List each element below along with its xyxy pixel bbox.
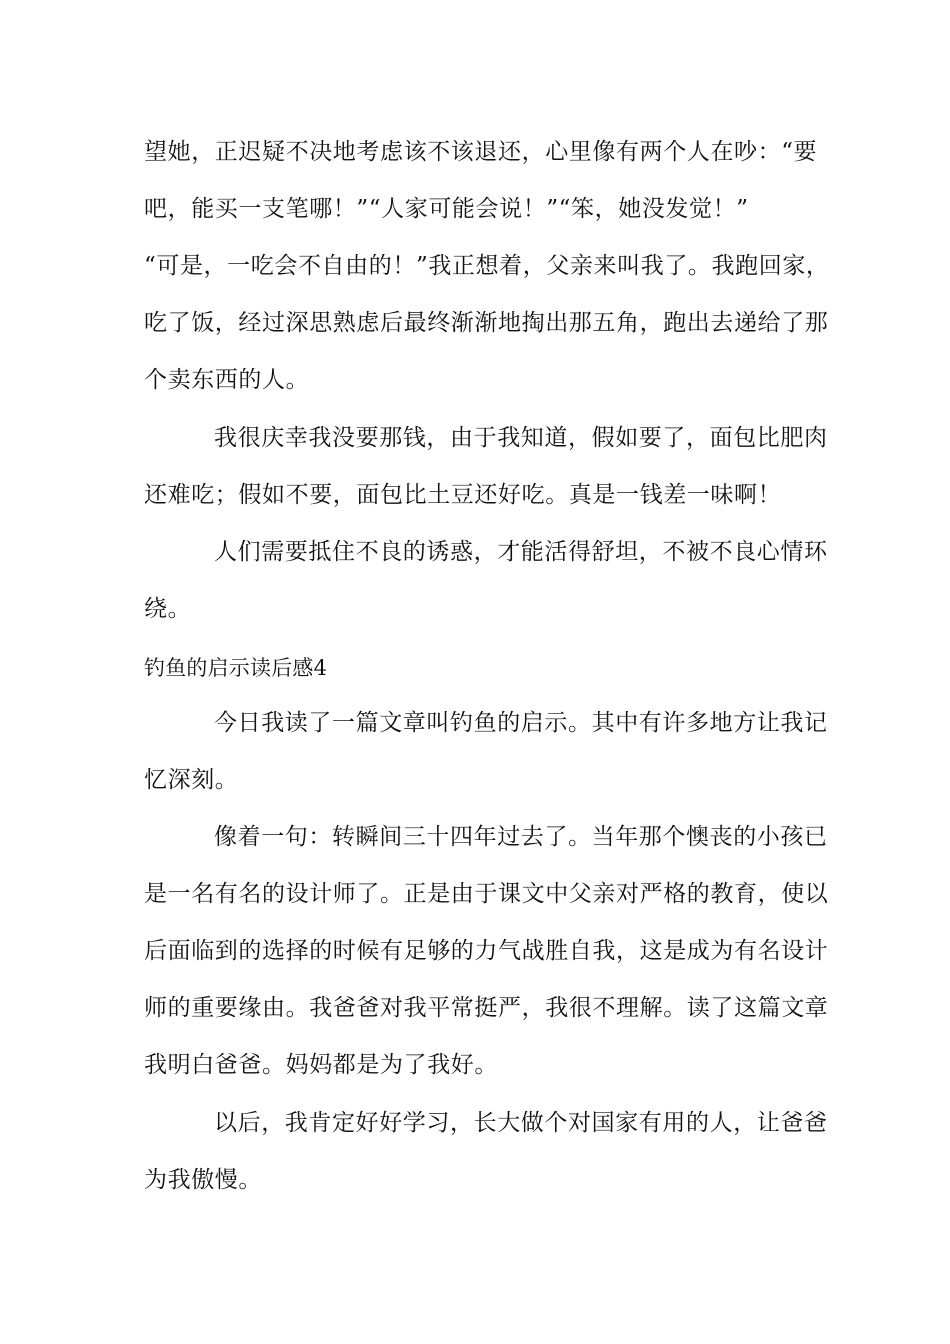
paragraph-line: 吧，能买一支笔哪！”“人家可能会说！”“笨，她没发觉！” [144, 196, 749, 222]
paragraph-line: 我很庆幸我没要那钱，由于我知道，假如要了，面包比肥肉 [214, 425, 828, 451]
paragraph-line: 今日我读了一篇文章叫钓鱼的启示。其中有许多地方让我记 [214, 710, 828, 736]
section-heading: 钓鱼的启示读后感4 [144, 656, 328, 680]
paragraph-line: 忆深刻。 [144, 767, 239, 793]
paragraph-line: 个卖东西的人。 [144, 367, 310, 393]
paragraph-line: 我明白爸爸。妈妈都是为了我好。 [144, 1052, 498, 1078]
paragraph-line: 后面临到的选择的时候有足够的力气战胜自我，这是成为有名设计 [144, 938, 829, 964]
paragraph-line: 吃了饭，经过深思熟虑后最终渐渐地掏出那五角，跑出去递给了那 [144, 310, 829, 336]
paragraph-line: 望她，正迟疑不决地考虑该不该退还，心里像有两个人在吵：“要 [144, 139, 818, 165]
paragraph-line: 以后，我肯定好好学习，长大做个对国家有用的人，让爸爸 [214, 1110, 828, 1136]
paragraph-line: 像着一句：转瞬间三十四年过去了。当年那个懊丧的小孩已 [214, 824, 828, 850]
paragraph-line: 为我傲慢。 [144, 1167, 262, 1193]
paragraph-line: 人们需要抵住不良的诱惑，才能活得舒坦，不被不良心情环 [214, 539, 828, 565]
paragraph-line: 绕。 [144, 596, 192, 622]
paragraph-line: “可是，一吃会不自由的！”我正想着，父亲来叫我了。我跑回家， [144, 253, 830, 279]
paragraph-line: 是一名有名的设计师了。正是由于课文中父亲对严格的教育，使以 [144, 881, 829, 907]
paragraph-line: 师的重要缘由。我爸爸对我平常挺严，我很不理解。读了这篇文章 [144, 995, 829, 1021]
paragraph-line: 还难吃；假如不要，面包比土豆还好吃。真是一钱差一味啊！ [144, 482, 782, 508]
